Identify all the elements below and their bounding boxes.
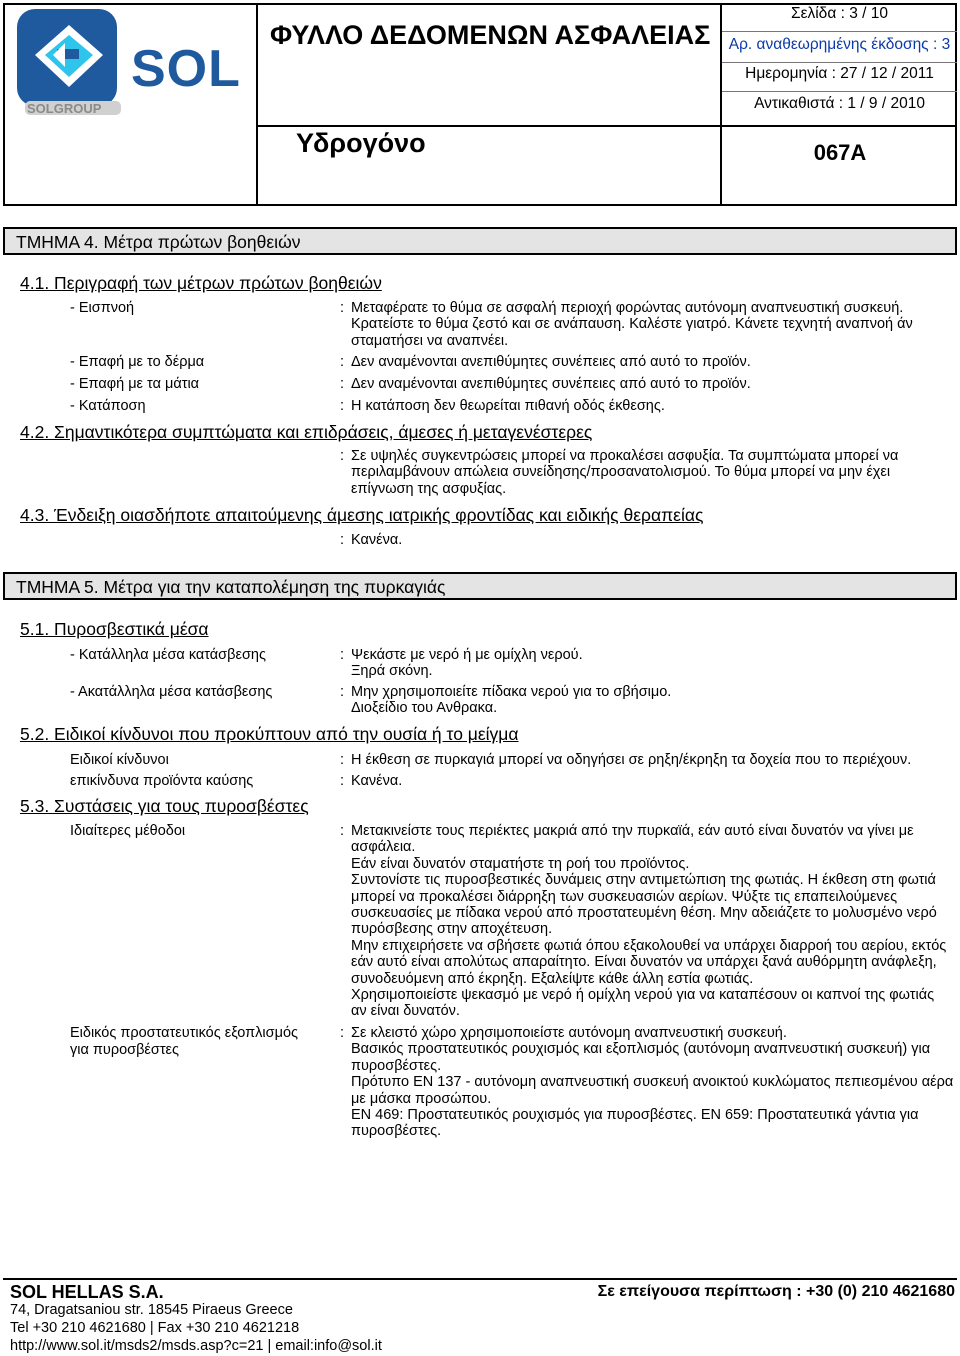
logo-subtext: SOLGROUP (27, 101, 102, 116)
colon: : (340, 752, 345, 768)
text-line: συνοδευόμενη από έκρηξη. Εξαλείψτε κάθε άλλη εστία φωτιάς. (351, 970, 754, 987)
text-line: για πυροσβέστες (70, 1042, 180, 1058)
text-line: Σε κλειστό χώρο χρησιμοποιείστε αυτόνομη αναπνευστική συσκευή. (351, 1025, 787, 1041)
footer-company: SOL HELLAS S.A. (10, 1282, 164, 1302)
text-line: Μεταφέρατε το θύμα σε ασφαλή περιοχή φορώντας αυτόνομη αναπνευστική συσκευή. (351, 300, 904, 316)
text-line: Εάν είναι δυνατόν σταματήστε τη ροή του προϊόντος. (351, 855, 690, 872)
section-4-title: ΤΜΗΜΑ 4. Μέτρα πρώτων βοηθειών (3, 227, 957, 255)
supersedes-date: Αντικαθιστά : 1 / 9 / 2010 (754, 95, 925, 112)
subsection-5-1-title: 5.1. Πυροσβεστικά μέσα (20, 619, 209, 639)
label-specific-hazards: Ειδικοί κίνδυνοι (70, 752, 169, 768)
section-5-title: ΤΜΗΜΑ 5. Μέτρα για την καταπολέμηση της πυρκαγιάς (3, 572, 957, 600)
logo-cell (3, 3, 258, 206)
logo-text: SOL (131, 40, 241, 98)
text-line: Ειδικός προστατευτικός εξοπλισμός (70, 1025, 298, 1041)
text-line: Σε υψηλές συγκεντρώσεις μπορεί να προκαλέσει ασφυξία. Τα συμπτώματα μπορεί να (351, 448, 899, 464)
text-line: σταματήσει να αναπνέει. (351, 332, 509, 349)
text-line: πυροσβέστες. (351, 1057, 442, 1074)
value-symptoms (351, 448, 941, 497)
text-line: πυρόσβεσης στην αποχέτευση. (351, 921, 553, 938)
colon: : (340, 1025, 345, 1041)
subsection-4-1-title: 4.1. Περιγραφή των μέτρων πρώτων βοηθειών (20, 273, 382, 293)
value-protective-equipment (351, 1025, 954, 1140)
colon: : (340, 448, 345, 464)
text-line: Συντονίστε τις πυροσβεστικές δυνάμεις στην αντιμετώπιση της φωτιάς. Η έκθεση στη φωτιά (351, 872, 936, 889)
text-line: ασφάλεια. (351, 839, 416, 856)
value-medical-attention (351, 532, 941, 548)
label-unsuitable-media: - Ακατάλληλα μέσα κατάσβεσης (70, 684, 273, 700)
product-name: Υδρογόνο (296, 128, 426, 158)
text-line: περιλαμβάνουν απώλεια συνείδησης/προσανατολισμού. Το θύμα μπορεί να μην έχει (351, 464, 891, 481)
text-line: Κανένα. (351, 773, 403, 789)
page-number: Σελίδα : 3 / 10 (722, 5, 957, 32)
value-suitable-media (351, 647, 941, 680)
footer-address: 74, Dragatsaniou str. 18545 Piraeus Greece (10, 1302, 293, 1318)
text-line: Ξηρά σκόνη. (351, 663, 433, 680)
label-eye-contact: - Επαφή με τα μάτια (70, 376, 200, 392)
header-divider (258, 125, 957, 127)
label-inhalation: - Εισπνοή (70, 300, 135, 316)
text-line: με μάσκα προσώπου. (351, 1090, 492, 1107)
colon: : (340, 684, 345, 700)
text-line: αν είναι δυνατόν. (351, 1003, 460, 1020)
text-line: μπορεί να προκαλέσει διάρρηξη των συσκευασιών αερίων. Ψύξτε τις επαπειλούμενες (351, 888, 898, 905)
text-line: Δεν αναμένονται ανεπιθύμητες συνέπειες από αυτό το προϊόν. (351, 354, 751, 370)
subsection-5-3-title: 5.3. Συστάσεις για τους πυροσβέστες (20, 796, 309, 816)
text-line: Δεν αναμένονται ανεπιθύμητες συνέπειες από αυτό το προϊόν. (351, 376, 751, 392)
value-combustion-products (351, 773, 941, 789)
value-ingestion (351, 398, 941, 414)
value-skin-contact (351, 354, 941, 370)
footer-web-link[interactable]: http://www.sol.it/msds2/msds.asp?c=21 | email:info@sol.it (10, 1338, 382, 1354)
text-line: Βασικός προστατευτικός ρουχισμός και εξοπλισμός (αυτόνομη αναπνευστική συσκευή) για (351, 1041, 931, 1058)
text-line: συσκευασίες με πίδακα νερού από προστατευμένη θέση. Μην αδειάζετε το μολυσμένο νερό (351, 905, 937, 922)
text-line: Χρησιμοποιείστε ψεκασμό με νερό ή ομίχλη νερού για να καταπέσουν οι καπνοί της φωτιάς (351, 987, 935, 1004)
value-unsuitable-media (351, 684, 941, 717)
label-suitable-media: - Κατάλληλα μέσα κατάσβεσης (70, 647, 266, 663)
value-eye-contact (351, 376, 941, 392)
text-line: Μην επιχειρήσετε να σβήσετε φωτιά όπου εξακολουθεί να υπάρχει διαρροή του αερίου, εκτός (351, 937, 947, 954)
footer-emergency-phone: Σε επείγουσα περίπτωση : +30 (0) 210 4621680 (597, 1283, 955, 1300)
footer-phone: Tel +30 210 4621680 | Fax +30 210 4621218 (10, 1320, 300, 1336)
text-line: επίγνωση της ασφυξίας. (351, 480, 507, 497)
meta-cell (720, 3, 957, 125)
product-code: 067A (813, 140, 867, 165)
colon: : (340, 398, 345, 414)
subsection-5-2-title: 5.2. Ειδικοί κίνδυνοι που προκύπτουν από την ουσία ή το μείγμα (20, 724, 519, 744)
text-line: Μην χρησιμοποιείτε πίδακα νερού για το σβήσιμο. (351, 684, 672, 700)
colon: : (340, 354, 345, 370)
text-line: Μετακινείστε τους περιέκτες μακριά από την πυρκαϊά, εάν αυτό είναι δυνατόν να γίνει με (351, 823, 914, 839)
revision-date: Ημερομηνία : 27 / 12 / 2011 (722, 65, 957, 92)
text-line: Η έκθεση σε πυρκαγιά μπορεί να οδηγήσει σε ρηξη/έκρηξη τα δοχεία που το περιέχουν. (351, 752, 912, 768)
subsection-4-2-title: 4.2. Σημαντικότερα συμπτώματα και επιδράσεις, άμεσες ή μεταγενέστερες (20, 422, 593, 442)
colon: : (340, 376, 345, 392)
document-title: ΦΥΛΛΟ ΔΕΔΟΜΕΝΩΝ ΑΣΦΑΛΕΙΑΣ (270, 20, 711, 50)
text-line: EN 469: Προστατευτικός ρουχισμός για πυροσβέστες. EN 659: Προστατευτικά γάντια για (351, 1107, 919, 1124)
label-combustion-products: επικίνδυνα προϊόντα καύσης (70, 773, 254, 789)
text-line: Κανένα. (351, 532, 403, 548)
value-specific-hazards (351, 752, 941, 768)
colon: : (340, 300, 345, 316)
header-divider-vertical (720, 125, 722, 206)
colon: : (340, 773, 345, 789)
revision-number: Αρ. αναθεωρημένης έκδοσης : 3 (722, 36, 957, 63)
colon: : (340, 532, 345, 548)
label-protective-equipment (70, 1025, 298, 1059)
text-line: πυροσβέστες. (351, 1123, 442, 1140)
text-line: Πρότυπο EN 137 - αυτόνομη αναπνευστική συσκευή ανοικτού κυκλώματος πεπιεσμένου αέρα (351, 1074, 954, 1091)
label-skin-contact: - Επαφή με το δέρμα (70, 354, 205, 370)
text-line: Η κατάποση δεν θεωρείται πιθανή οδός έκθεσης. (351, 398, 665, 414)
value-inhalation (351, 300, 941, 349)
text-line: εάν αυτό είναι απολύτως απαραίτητο. Είναι δυνατόν να υπάρχει ξανά αυθόρμητη ανάφλεξη, (351, 954, 937, 971)
colon: : (340, 647, 345, 663)
text-line: Διοξείδιο του Ανθρακα. (351, 700, 498, 717)
label-special-methods: Ιδιαίτερες μέθοδοι (70, 823, 186, 839)
value-special-methods (351, 823, 947, 1020)
footer-divider (3, 1278, 957, 1280)
text-line: Κρατείστε το θύμα ζεστό και σε ανάπαυση. Καλέστε γιατρό. Κάνετε τεχνητή αναπνοή άν (351, 316, 913, 333)
label-ingestion: - Κατάποση (70, 398, 146, 414)
colon: : (340, 823, 345, 839)
text-line: Ψεκάστε με νερό ή με ομίχλη νερού. (351, 647, 583, 663)
subsection-4-3-title: 4.3. Ένδειξη οιασδήποτε απαιτούμενης άμεσης ιατρικής φροντίδας και ειδικής θεραπείας (20, 505, 704, 525)
